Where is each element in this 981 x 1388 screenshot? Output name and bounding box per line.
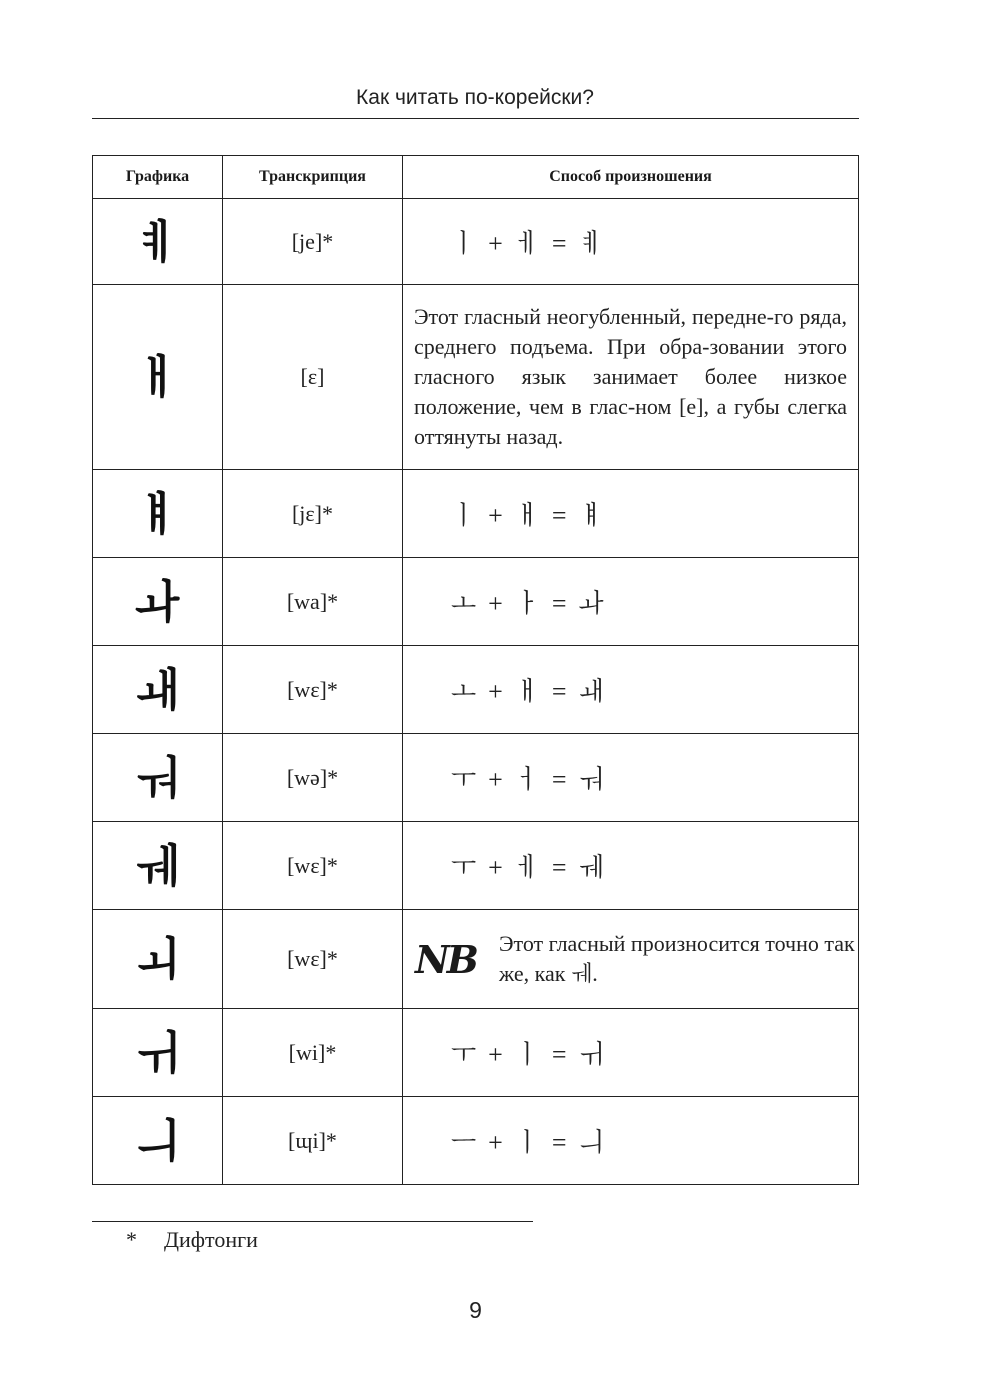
vowel-glyph: ㅐ	[93, 285, 223, 470]
formula-part: ㅔ	[514, 229, 540, 259]
transcription: [wi]*	[223, 1009, 403, 1097]
table-row	[93, 285, 859, 470]
transcription: [jɛ]*	[223, 470, 403, 558]
formula-equals: =	[551, 677, 567, 706]
formula-part: ㅜ	[451, 1040, 477, 1070]
formula-equals: =	[551, 229, 567, 258]
formula-result: ㅙ	[578, 677, 604, 707]
formula	[403, 199, 859, 285]
formula-plus: +	[488, 765, 503, 794]
table-row	[93, 646, 859, 734]
formula-part: ㅐ	[514, 501, 540, 531]
formula-equals: =	[551, 1040, 567, 1069]
formula-equals: =	[551, 589, 567, 618]
formula-result: ㅞ	[578, 853, 604, 883]
transcription: [je]*	[223, 199, 403, 285]
transcription: [wa]*	[223, 558, 403, 646]
header-transcription: Транскрипция	[223, 156, 403, 199]
header-pronunciation: Способ произношения	[403, 156, 859, 199]
vowel-glyph: ㅞ	[93, 822, 223, 910]
formula-result: ㅒ	[578, 501, 604, 531]
transcription: [wɛ]*	[223, 822, 403, 910]
page-number: 9	[469, 1297, 482, 1323]
vowel-glyph: ㅚ	[93, 910, 223, 1009]
formula-part: ㅐ	[514, 677, 540, 707]
formula-equals: =	[551, 853, 567, 882]
vowel-glyph: ㅝ	[93, 734, 223, 822]
formula	[403, 1009, 859, 1097]
footnote-text: Дифтонги	[164, 1227, 258, 1252]
table-row	[93, 822, 859, 910]
nota-bene-icon: NB	[415, 936, 476, 982]
table-row	[93, 1009, 859, 1097]
table-row	[93, 734, 859, 822]
formula-plus: +	[488, 1040, 503, 1069]
formula-result: ㅟ	[578, 1040, 604, 1070]
transcription: [ɛ]	[223, 285, 403, 470]
formula	[403, 822, 859, 910]
formula-plus: +	[488, 589, 503, 618]
formula-part: ㅗ	[451, 677, 477, 707]
vowel-glyph: ㅒ	[93, 470, 223, 558]
vowel-glyph: ㅙ	[93, 646, 223, 734]
formula	[403, 646, 859, 734]
formula-plus: +	[488, 1128, 503, 1157]
formula	[403, 558, 859, 646]
formula-result: ㅝ	[578, 765, 604, 795]
vowel-glyph: ㅘ	[93, 558, 223, 646]
nb-wrap	[403, 929, 858, 989]
formula-part: ㅜ	[451, 765, 477, 795]
vowel-glyph: ㅟ	[93, 1009, 223, 1097]
vowel-table	[92, 155, 859, 1185]
formula-result: ㅘ	[578, 589, 604, 619]
formula	[403, 470, 859, 558]
formula-part: ㅣ	[514, 1040, 540, 1070]
table-row	[93, 199, 859, 285]
formula-plus: +	[488, 501, 503, 530]
formula	[403, 734, 859, 822]
formula-part: ㅔ	[514, 853, 540, 883]
formula-part: ㅡ	[451, 1128, 477, 1158]
formula-plus: +	[488, 853, 503, 882]
formula-part: ㅣ	[514, 1128, 540, 1158]
formula	[403, 1097, 859, 1185]
header-graphics: Графика	[93, 156, 223, 199]
formula-part: ㅗ	[451, 589, 477, 619]
nb-text: Этот гласный произносится точно так же, как ㅞ.	[499, 931, 855, 986]
formula-equals: =	[551, 1128, 567, 1157]
formula-equals: =	[551, 501, 567, 530]
transcription: [ɰi]*	[223, 1097, 403, 1185]
header-rule	[92, 118, 859, 119]
formula-plus: +	[488, 229, 503, 258]
nb-note	[403, 910, 859, 1009]
footnote-rule	[92, 1221, 533, 1222]
formula-part: ㅣ	[451, 501, 477, 531]
formula-plus: +	[488, 677, 503, 706]
table-row	[93, 558, 859, 646]
table-row	[93, 1097, 859, 1185]
formula-result: ㅢ	[578, 1128, 604, 1158]
vowel-glyph: ㅖ	[93, 199, 223, 285]
transcription: [wɛ]*	[223, 646, 403, 734]
formula-result: ㅖ	[578, 229, 604, 259]
formula-part: ㅣ	[451, 229, 477, 259]
vowel-glyph: ㅢ	[93, 1097, 223, 1185]
running-head: Как читать по-корейски?	[356, 86, 594, 109]
formula-equals: =	[551, 765, 567, 794]
table-row	[93, 910, 859, 1009]
transcription: [wə]*	[223, 734, 403, 822]
formula-part: ㅜ	[451, 853, 477, 883]
formula-part: ㅓ	[514, 765, 540, 795]
footnote-marker: *	[126, 1227, 137, 1252]
table-header-row	[93, 156, 859, 199]
footnote	[126, 1227, 258, 1253]
formula-part: ㅏ	[514, 589, 540, 619]
transcription: [wɛ]*	[223, 910, 403, 1009]
table-row	[93, 470, 859, 558]
description: Этот гласный неогубленный, передне-го ряда, среднего подъема. При обра-зовании этого гласного язык занимает более низкое положение, чем в глас-ном [e], а губы слегка оттянуты назад.	[403, 285, 859, 470]
